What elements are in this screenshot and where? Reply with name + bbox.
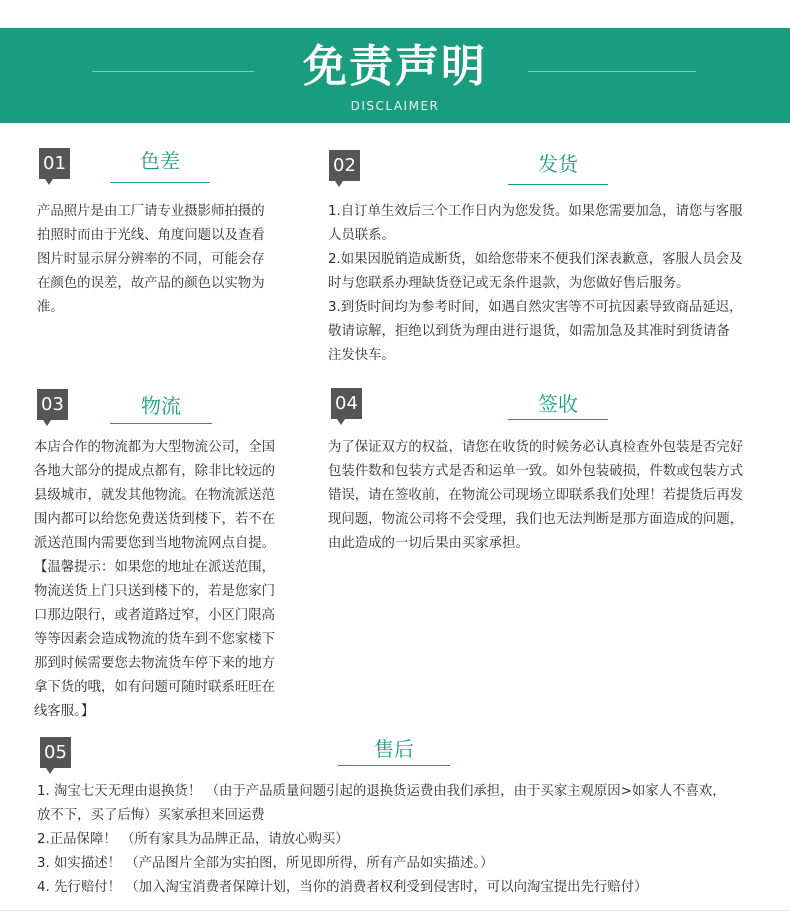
section-title: 发货 [538, 152, 578, 176]
section-body-color-difference [37, 200, 297, 320]
section-number-badge: 05 [40, 737, 71, 768]
disclaimer-banner [0, 28, 790, 123]
text-line: 口那边限行，或者道路过窄，小区门限高 [34, 608, 276, 623]
text-line: 在颜色的误差，故产品的颜色以实物为 [37, 276, 265, 291]
text-line: 1.自订单生效后三个工作日内为您发货。如果您需要加急，请您与客服 [328, 204, 743, 219]
text-line: 敬请谅解，拒绝以到货为理由进行退货，如需加急及其准时到货请备 [328, 324, 730, 339]
section-underline [338, 765, 450, 766]
section-title: 签收 [538, 392, 578, 416]
page-subtitle: DISCLAIMER [350, 99, 440, 113]
text-line: 派送范围内需要您到当地物流网点自提。 [34, 536, 276, 551]
section-body-after-sales [37, 780, 777, 900]
section-underline [110, 423, 212, 424]
text-line: 围内都可以给您免费送货到楼下，若不在 [34, 512, 276, 527]
section-number-badge: 01 [39, 148, 70, 179]
text-line: 物流送货上门只送到楼下的，若是您家门 [34, 584, 276, 599]
section-number-badge: 02 [329, 150, 360, 181]
text-line: 4. 先行赔付！ （加入淘宝消费者保障计划，当你的消费者权利受到侵害时，可以向淘宝提出先行赔付） [37, 880, 648, 895]
section-title: 色差 [140, 149, 180, 173]
text-line: 拍照时而由于光线、角度问题以及查看 [37, 228, 265, 243]
section-body-shipping [328, 200, 778, 368]
text-line: 3. 如实描述！ （产品图片全部为实拍图，所见即所得，所有产品如实描述。） [37, 856, 494, 871]
text-line: 准。 [37, 300, 64, 315]
text-line: 错误，请在签收前，在物流公司现场立即联系我们处理！若提货后再发 [328, 488, 744, 503]
text-line: 那到时候需要您去物流货车停下来的地方 [34, 656, 276, 671]
text-line: 本店合作的物流都为大型物流公司，全国 [34, 440, 276, 455]
section-number-badge: 04 [331, 388, 362, 419]
top-margin [0, 0, 790, 28]
section-body-receipt [328, 436, 778, 556]
text-line: 现问题，物流公司将不会受理，我们也无法判断是那方面造成的问题， [328, 512, 744, 527]
page-title: 免责声明 [303, 41, 487, 92]
section-number-badge: 03 [37, 389, 68, 420]
text-line: 注发快车。 [328, 348, 395, 363]
section-body-logistics [34, 436, 299, 724]
text-line: 放不下，买了后悔）买家承担来回运费 [37, 808, 265, 823]
bottom-divider [0, 910, 790, 911]
text-line: 包装件数和包装方式是否和运单一致。如外包装破损，件数或包装方式 [328, 464, 744, 479]
text-line: 由此造成的一切后果由买家承担。 [328, 536, 529, 551]
text-line: 图片时显示屏分辨率的不同，可能会存 [37, 252, 265, 267]
text-line: 2.如果因脱销造成断货，如给您带来不便我们深表歉意，客服人员会及 [328, 252, 743, 267]
section-underline [508, 419, 608, 420]
section-title: 物流 [141, 394, 181, 418]
text-line: 线客服。】 [34, 704, 95, 719]
section-underline [508, 184, 608, 185]
text-line: 【温馨提示：如果您的地址在派送范围， [34, 560, 276, 575]
text-line: 等等因素会造成物流的货车到不您家楼下 [34, 632, 276, 647]
text-line: 时与您联系办理缺货登记或无条件退款，为您做好售后服务。 [328, 276, 690, 291]
text-line: 2.正品保障！ （所有家具为品牌正品，请放心购买） [37, 832, 349, 847]
text-line: 县级城市，就发其他物流。在物流派送范 [34, 488, 276, 503]
text-line: 为了保证双方的权益，请您在收货的时候务必认真检查外包装是否完好 [328, 440, 744, 455]
section-underline [110, 182, 210, 183]
section-title: 售后 [374, 737, 414, 761]
text-line: 各地大部分的提成点都有，除非比较远的 [34, 464, 276, 479]
text-line: 拿下货的哦，如有问题可随时联系旺旺在 [34, 680, 276, 695]
text-line: 1. 淘宝七天无理由退换货！ （由于产品质量问题引起的退换货运费由我们承担，由于买家主观原因>如家人不喜欢， [37, 784, 726, 799]
text-line: 产品照片是由工厂请专业摄影师拍摄的 [37, 204, 265, 219]
text-line: 人员联系。 [328, 228, 395, 243]
text-line: 3.到货时间均为参考时间，如遇自然灾害等不可抗因素导致商品延迟， [328, 300, 743, 315]
